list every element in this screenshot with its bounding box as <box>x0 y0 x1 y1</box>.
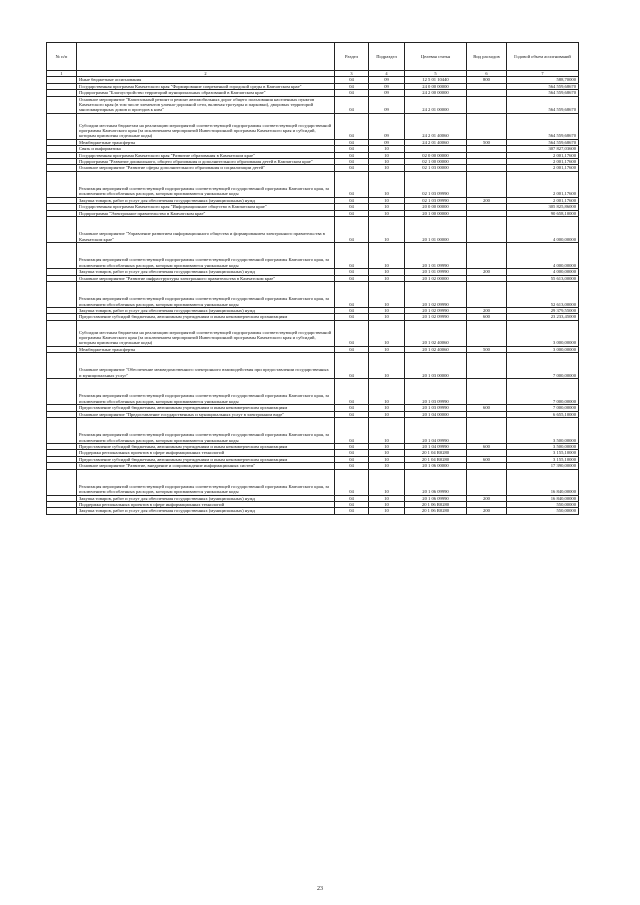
row-amount: 564 559,68670 <box>507 90 579 96</box>
row-name: Закупка товаров, работ и услуг для обеспечения государственных (муниципальных) нужд <box>77 495 335 501</box>
row-num <box>47 379 77 405</box>
row-expense-type <box>467 243 507 269</box>
row-expense-type: 200 <box>467 307 507 313</box>
row-razdel: 04 <box>335 77 369 83</box>
row-expense-type: 200 <box>467 197 507 203</box>
row-podrazdel: 10 <box>369 405 405 411</box>
row-podrazdel: 10 <box>369 456 405 462</box>
row-podrazdel: 10 <box>369 165 405 171</box>
row-target-article: 02 1 00 00000 <box>405 159 467 165</box>
row-razdel: 04 <box>335 508 369 514</box>
row-target-article: 20 1 04 09990 <box>405 417 467 443</box>
col-header-target: Целевая статья <box>405 43 467 71</box>
row-razdel: 04 <box>335 146 369 152</box>
row-razdel: 04 <box>335 450 369 456</box>
row-num <box>47 113 77 139</box>
row-name: Государственная программа Камчатского края "Формирование современной городской среды в Камчатском крае" <box>77 83 335 89</box>
row-amount: 307 827,03600 <box>507 146 579 152</box>
row-amount: 7 000,00000 <box>507 379 579 405</box>
row-podrazdel: 10 <box>369 379 405 405</box>
table-row <box>47 281 579 307</box>
row-amount: 550,00000 <box>507 508 579 514</box>
row-name: Реализация мероприятий соответствующей подпрограммы соответствующей государственной программы Камчатского края, за исключением обособленных расходов, которым присваиваются уникальные коды <box>77 379 335 405</box>
row-podrazdel: 10 <box>369 281 405 307</box>
row-name: Связь и информатика <box>77 146 335 152</box>
row-podrazdel: 10 <box>369 152 405 158</box>
row-name: Предоставление субсидий бюджетным, автономным учреждениям и иным некоммерческим организациям <box>77 405 335 411</box>
row-target-article: 20 1 01 00000 <box>405 217 467 243</box>
row-amount: 16 840,00000 <box>507 469 579 495</box>
row-razdel: 04 <box>335 411 369 417</box>
row-razdel: 04 <box>335 275 369 281</box>
row-amount: 17 390,00000 <box>507 463 579 469</box>
row-expense-type <box>467 469 507 495</box>
row-target-article: 20 1 06 R0280 <box>405 508 467 514</box>
row-name: Закупка товаров, работ и услуг для обеспечения государственных (муниципальных) нужд <box>77 197 335 203</box>
row-target-article: 20 1 02 40060 <box>405 320 467 346</box>
row-num <box>47 96 77 113</box>
row-podrazdel: 10 <box>369 217 405 243</box>
row-name: Подпрограмма "Электронное правительство в Камчатском крае" <box>77 210 335 216</box>
row-amount: 3 500,00000 <box>507 443 579 449</box>
row-amount: 55 613,00000 <box>507 275 579 281</box>
row-amount: 3 155,10000 <box>507 450 579 456</box>
row-razdel: 04 <box>335 217 369 243</box>
row-razdel: 04 <box>335 417 369 443</box>
row-razdel: 04 <box>335 159 369 165</box>
row-name: Основное мероприятие "Обеспечение межведомственного электронного взаимодействия при предоставлении государственных и муниципальных услуг" <box>77 353 335 379</box>
row-razdel: 04 <box>335 83 369 89</box>
row-name: Межбюджетные трансферты <box>77 139 335 145</box>
row-amount: 3 000,00000 <box>507 320 579 346</box>
row-name: Субсидии местным бюджетам на реализацию мероприятий соответствующей подпрограммы соответствующей государственной программы Камчатского края (за исключением мероприятий Инвестиционной программы Камчатского края и субсидий, которым присвоены отдельные коды) <box>77 320 335 346</box>
row-name: Основное мероприятие "Развитие, внедрение и сопровождение информационных систем" <box>77 463 335 469</box>
row-podrazdel: 10 <box>369 146 405 152</box>
row-expense-type <box>467 320 507 346</box>
column-index: 7 <box>507 71 579 77</box>
table-row <box>47 353 579 379</box>
row-razdel: 04 <box>335 346 369 352</box>
row-target-article: 20 1 03 00000 <box>405 353 467 379</box>
row-target-article: 12 5 01 10440 <box>405 77 467 83</box>
row-razdel: 04 <box>335 379 369 405</box>
row-target-article: 20 1 02 09990 <box>405 281 467 307</box>
row-podrazdel: 10 <box>369 469 405 495</box>
budget-table <box>46 42 579 515</box>
row-podrazdel: 10 <box>369 275 405 281</box>
row-name: Реализация мероприятий соответствующей подпрограммы соответствующей государственной программы Камчатского края, за исключением обособленных расходов, которым присваиваются уникальные коды <box>77 243 335 269</box>
table-row <box>47 320 579 346</box>
row-razdel: 04 <box>335 307 369 313</box>
row-razdel: 04 <box>335 463 369 469</box>
row-target-article: 24 2 00 00000 <box>405 90 467 96</box>
row-target-article: 20 1 03 09990 <box>405 379 467 405</box>
row-name: Предоставление субсидий бюджетным, автономным учреждениям и иным некоммерческим организациям <box>77 456 335 462</box>
row-name: Закупка товаров, работ и услуг для обеспечения государственных (муниципальных) нужд <box>77 508 335 514</box>
row-amount: 564 559,68670 <box>507 139 579 145</box>
row-target-article: 24 2 01 40060 <box>405 139 467 145</box>
table-row <box>47 217 579 243</box>
col-header-razdel: Раздел <box>335 43 369 71</box>
row-expense-type <box>467 417 507 443</box>
row-expense-type <box>467 379 507 405</box>
row-name: Закупка товаров, работ и услуг для обеспечения государственных (муниципальных) нужд <box>77 307 335 313</box>
row-target-article: 20 1 01 09990 <box>405 269 467 275</box>
row-expense-type <box>467 281 507 307</box>
row-razdel: 04 <box>335 501 369 507</box>
row-amount: 564 559,68670 <box>507 96 579 113</box>
column-index: 6 <box>467 71 507 77</box>
row-amount: 7 000,00000 <box>507 405 579 411</box>
row-razdel: 04 <box>335 320 369 346</box>
table-row <box>47 171 579 197</box>
row-amount: 564 559,68670 <box>507 113 579 139</box>
row-podrazdel: 09 <box>369 113 405 139</box>
row-amount: 305 825,86000 <box>507 204 579 210</box>
row-target-article: 02 0 00 00000 <box>405 152 467 158</box>
row-razdel: 04 <box>335 281 369 307</box>
row-expense-type: 500 <box>467 346 507 352</box>
row-razdel: 04 <box>335 243 369 269</box>
row-razdel: 04 <box>335 210 369 216</box>
row-podrazdel: 09 <box>369 139 405 145</box>
row-name: Основное мероприятие "Развитие инфраструктуры электронного правительства в Камчатском крае" <box>77 275 335 281</box>
row-target-article: 20 1 02 00000 <box>405 275 467 281</box>
row-num <box>47 171 77 197</box>
row-name: Предоставление субсидий бюджетным, автономным учреждениям и иным некоммерческим организациям <box>77 314 335 320</box>
row-amount: 2 001,17600 <box>507 152 579 158</box>
row-expense-type <box>467 171 507 197</box>
row-podrazdel: 10 <box>369 501 405 507</box>
row-podrazdel: 10 <box>369 346 405 352</box>
row-target-article: 20 1 04 R0280 <box>405 456 467 462</box>
row-expense-type: 600 <box>467 405 507 411</box>
table-row <box>47 243 579 269</box>
row-podrazdel: 09 <box>369 83 405 89</box>
row-expense-type: 200 <box>467 508 507 514</box>
row-podrazdel: 10 <box>369 269 405 275</box>
row-amount: 52 613,00000 <box>507 281 579 307</box>
row-podrazdel: 10 <box>369 320 405 346</box>
row-target-article: 20 1 06 00000 <box>405 463 467 469</box>
row-name: Подпрограмма "Развитие дошкольного, общего образования и дополнительного образования детей в Камчатском крае" <box>77 159 335 165</box>
row-expense-type: 500 <box>467 139 507 145</box>
row-amount: 2 001,17600 <box>507 165 579 171</box>
col-header-total: Годовой объем ассигнований <box>507 43 579 71</box>
row-podrazdel: 10 <box>369 314 405 320</box>
row-amount: 2 001,17600 <box>507 159 579 165</box>
row-name: Основное мероприятие "Развитие сферы дополнительного образования и социализации детей" <box>77 165 335 171</box>
row-razdel: 04 <box>335 495 369 501</box>
row-name: Реализация мероприятий соответствующей подпрограммы соответствующей государственной программы Камчатского края, за исключением обособленных расходов, которым присваиваются уникальные коды <box>77 171 335 197</box>
row-target-article: 20 1 04 09990 <box>405 443 467 449</box>
row-num <box>47 243 77 269</box>
row-razdel: 04 <box>335 443 369 449</box>
table-row <box>47 469 579 495</box>
row-podrazdel: 09 <box>369 90 405 96</box>
row-podrazdel: 10 <box>369 204 405 210</box>
row-name: Поддержка региональных проектов в сфере информационных технологий <box>77 501 335 507</box>
column-index: 3 <box>335 71 369 77</box>
row-target-article: 24 0 00 00000 <box>405 83 467 89</box>
row-razdel: 04 <box>335 90 369 96</box>
row-podrazdel: 10 <box>369 508 405 514</box>
row-target-article: 20 1 04 R0280 <box>405 450 467 456</box>
table-row <box>47 417 579 443</box>
row-expense-type: 600 <box>467 314 507 320</box>
row-razdel: 04 <box>335 197 369 203</box>
row-podrazdel: 10 <box>369 159 405 165</box>
row-name: Предоставление субсидий бюджетным, автономным учреждениям и иным некоммерческим организациям <box>77 443 335 449</box>
table-header-row <box>47 43 579 71</box>
row-name: Иные бюджетные ассигнования <box>77 77 335 83</box>
row-amount: 16 840,00000 <box>507 495 579 501</box>
row-amount: 7 000,00000 <box>507 353 579 379</box>
row-razdel: 04 <box>335 165 369 171</box>
row-target-article: 20 1 02 09990 <box>405 307 467 313</box>
row-amount: 4 000,00000 <box>507 269 579 275</box>
row-amount: 2 001,17600 <box>507 171 579 197</box>
row-amount: 6 655,10000 <box>507 411 579 417</box>
row-amount: 23 233,45000 <box>507 314 579 320</box>
row-amount: 3 000,00000 <box>507 346 579 352</box>
row-target-article: 20 1 02 09990 <box>405 314 467 320</box>
row-razdel: 04 <box>335 113 369 139</box>
row-amount: 2 001,17600 <box>507 197 579 203</box>
col-header-name <box>77 43 335 71</box>
row-razdel: 04 <box>335 353 369 379</box>
row-target-article: 02 1 03 09990 <box>405 197 467 203</box>
row-target-article: 02 1 03 09990 <box>405 171 467 197</box>
row-name: Основное мероприятие "Управление развитием информационного общества и формированием электронного правительства в Камчатском крае" <box>77 217 335 243</box>
page-number: 23 <box>317 886 323 892</box>
column-index: 2 <box>77 71 335 77</box>
row-target-article: 24 2 01 40060 <box>405 113 467 139</box>
col-header-vid: Вид расходов <box>467 43 507 71</box>
row-name: Реализация мероприятий соответствующей подпрограммы соответствующей государственной программы Камчатского края, за исключением обособленных расходов, которым присваиваются уникальные коды <box>77 417 335 443</box>
row-expense-type <box>467 353 507 379</box>
row-num <box>47 281 77 307</box>
row-podrazdel: 09 <box>369 77 405 83</box>
table-row <box>47 508 579 514</box>
row-podrazdel: 10 <box>369 210 405 216</box>
row-num <box>47 417 77 443</box>
row-razdel: 04 <box>335 469 369 495</box>
col-header-podrazdel: Подраздел <box>369 43 405 71</box>
row-podrazdel: 10 <box>369 417 405 443</box>
row-razdel: 04 <box>335 314 369 320</box>
row-expense-type: 200 <box>467 495 507 501</box>
row-amount: 4 000,00000 <box>507 217 579 243</box>
row-target-article: 20 0 00 00000 <box>405 204 467 210</box>
row-target-article: 20 1 02 40060 <box>405 346 467 352</box>
row-target-article: 20 1 03 09990 <box>405 405 467 411</box>
row-podrazdel: 10 <box>369 443 405 449</box>
row-expense-type: 600 <box>467 456 507 462</box>
row-expense-type <box>467 113 507 139</box>
row-num <box>47 508 77 514</box>
row-podrazdel: 10 <box>369 450 405 456</box>
row-name: Поддержка региональных проектов в сфере информационных технологий <box>77 450 335 456</box>
row-amount: 3 155,10000 <box>507 456 579 462</box>
row-expense-type: 600 <box>467 443 507 449</box>
row-razdel: 04 <box>335 456 369 462</box>
table-row <box>47 96 579 113</box>
row-podrazdel: 09 <box>369 96 405 113</box>
row-amount: 550,00000 <box>507 501 579 507</box>
row-expense-type: 200 <box>467 269 507 275</box>
row-target-article: 02 1 03 00000 <box>405 165 467 171</box>
row-name: Межбюджетные трансферты <box>77 346 335 352</box>
row-razdel: 04 <box>335 405 369 411</box>
row-podrazdel: 10 <box>369 171 405 197</box>
row-num <box>47 320 77 346</box>
row-razdel: 04 <box>335 152 369 158</box>
row-expense-type: 800 <box>467 77 507 83</box>
row-target-article: 20 1 06 09990 <box>405 469 467 495</box>
row-name: Государственная программа Камчатского края "Развитие образования в Камчатском крае" <box>77 152 335 158</box>
row-name: Реализация мероприятий соответствующей подпрограммы соответствующей государственной программы Камчатского края, за исключением обособленных расходов, которым присваиваются уникальные коды <box>77 469 335 495</box>
row-amount: 3 500,00000 <box>507 417 579 443</box>
row-amount: 4 000,00000 <box>507 243 579 269</box>
column-index: 4 <box>369 71 405 77</box>
row-podrazdel: 10 <box>369 495 405 501</box>
row-num <box>47 469 77 495</box>
row-razdel: 04 <box>335 96 369 113</box>
row-podrazdel: 10 <box>369 197 405 203</box>
row-target-article: 24 2 01 00000 <box>405 96 467 113</box>
row-name: Подпрограмма "Благоустройство территорий муниципальных образований в Камчатском крае" <box>77 90 335 96</box>
row-podrazdel: 10 <box>369 463 405 469</box>
row-podrazdel: 10 <box>369 411 405 417</box>
row-expense-type <box>467 96 507 113</box>
row-podrazdel: 10 <box>369 353 405 379</box>
column-index: 1 <box>47 71 77 77</box>
col-header-num: № п/п <box>47 43 77 71</box>
row-target-article: 20 1 04 00000 <box>405 411 467 417</box>
row-podrazdel: 10 <box>369 307 405 313</box>
row-expense-type <box>467 217 507 243</box>
row-podrazdel: 10 <box>369 243 405 269</box>
row-razdel: 04 <box>335 171 369 197</box>
row-num <box>47 217 77 243</box>
row-name: Государственная программа Камчатского края "Информационное общество в Камчатском крае" <box>77 204 335 210</box>
row-razdel: 04 <box>335 269 369 275</box>
row-target-article: 20 1 06 R0280 <box>405 501 467 507</box>
table-row <box>47 113 579 139</box>
row-name: Реализация мероприятий соответствующей подпрограммы соответствующей государственной программы Камчатского края, за исключением обособленных расходов, которым присваиваются уникальные коды <box>77 281 335 307</box>
row-target-article: 20 1 01 09990 <box>405 243 467 269</box>
row-name: Основное мероприятие "Предоставление государственных и муниципальных услуг в электронном виде" <box>77 411 335 417</box>
row-name: Субсидии местным бюджетам на реализацию мероприятий соответствующей подпрограммы соответствующей государственной программы Камчатского края (за исключением мероприятий Инвестиционной программы Камчатского края и субсидий, которым присвоены отдельные коды) <box>77 113 335 139</box>
row-razdel: 04 <box>335 204 369 210</box>
table-row <box>47 379 579 405</box>
row-num <box>47 353 77 379</box>
row-name: Закупка товаров, работ и услуг для обеспечения государственных (муниципальных) нужд <box>77 269 335 275</box>
column-index: 5 <box>405 71 467 77</box>
row-target-article: 20 1 06 09990 <box>405 495 467 501</box>
row-target-article: 20 1 00 00000 <box>405 210 467 216</box>
row-amount: 564 559,68670 <box>507 83 579 89</box>
row-amount: 588,70000 <box>507 77 579 83</box>
row-name: Основное мероприятие "Капитальный ремонт и ремонт автомобильных дорог общего пользования населенных пунктов Камчатского края (в том числе элементов улично-дорожной сети, включая тротуары и парковки), дворовых территорий многоквартирных домов и проездов к ним" <box>77 96 335 113</box>
row-amount: 29 379,55000 <box>507 307 579 313</box>
row-amount: 90 658,10000 <box>507 210 579 216</box>
row-razdel: 04 <box>335 139 369 145</box>
